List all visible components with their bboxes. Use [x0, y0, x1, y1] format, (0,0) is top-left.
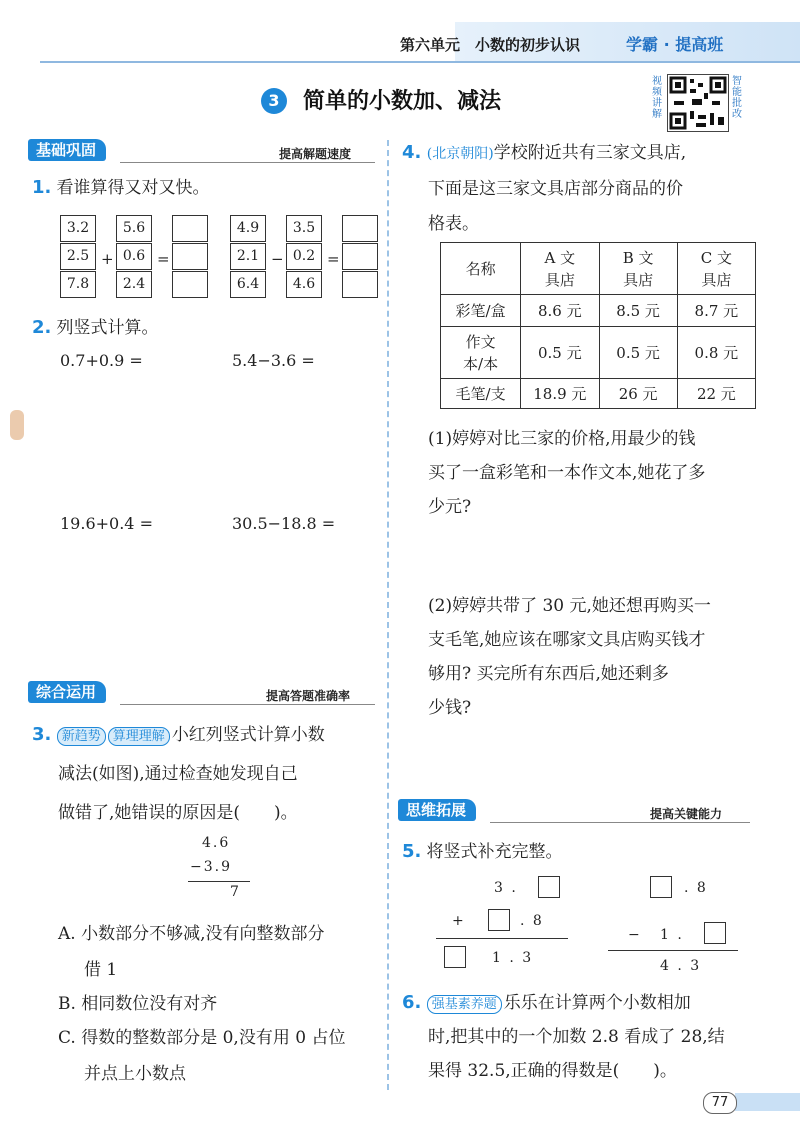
q3-option-c[interactable]: C. 得数的整数部分是 0,没有用 0 占位: [58, 1028, 346, 1048]
q2-item: 5.4−3.6 =: [232, 351, 315, 370]
q5-right-r2: 1 .: [660, 927, 684, 943]
q5-left-r2: . 8: [520, 913, 544, 929]
q5-left-r3: 1 . 3: [492, 950, 534, 966]
table-header-b: B 文 具店: [599, 243, 677, 295]
q5-left-blank[interactable]: [444, 946, 466, 968]
section-basic: [28, 140, 106, 160]
q5-right-blank[interactable]: [650, 876, 672, 898]
q6-line2: 时,把其中的一个加数 2.8 看成了 28,结: [428, 1027, 725, 1047]
table-cell: 0.8 元: [677, 327, 755, 379]
q1b-cell: 2.1: [230, 243, 266, 270]
table-cell: 8.6 元: [521, 295, 599, 327]
q6-line3: 果得 32.5,正确的得数是( )。: [428, 1061, 677, 1081]
question-2: [32, 312, 158, 345]
section-extension: [398, 800, 476, 820]
q1a-cell: 2.5: [60, 243, 96, 270]
q2-item: 30.5−18.8 =: [232, 514, 336, 533]
q1a-answer-cell[interactable]: [172, 215, 208, 242]
q4-part2-line2: 支毛笔,她应该在哪家文具店购买钱才: [428, 630, 706, 650]
q3-vertical-rule: [188, 881, 250, 882]
q1a-answer-cell[interactable]: [172, 271, 208, 298]
q4-number: 4.: [402, 142, 422, 163]
table-cell: 18.9 元: [521, 379, 599, 409]
q1a-cell: 3.2: [60, 215, 96, 242]
column-divider: [387, 140, 389, 1090]
q1b-equals: =: [327, 250, 340, 268]
q4-part2-line1: (2)婷婷共带了 30 元,她还想再购买一: [428, 596, 711, 616]
section-basic-line: [120, 162, 375, 163]
table-cell: 作文 本/本: [441, 327, 521, 379]
table-row: [441, 295, 756, 327]
table-cell: 毛笔/支: [441, 379, 521, 409]
q1a-cell: 7.8: [60, 271, 96, 298]
table-cell: 8.5 元: [599, 295, 677, 327]
brand-label: 学霸 · 提高班: [626, 35, 724, 54]
section-applied-line: [120, 704, 375, 705]
price-table: [440, 242, 756, 409]
table-header-a: A 文 具店: [521, 243, 599, 295]
q1b-cell: 0.2: [286, 243, 322, 270]
q5-right-rule: [608, 950, 738, 951]
section-basic-label: 基础巩固: [28, 139, 106, 161]
table-cell: 0.5 元: [521, 327, 599, 379]
q5-left-blank[interactable]: [488, 909, 510, 931]
q4-part2-line4: 少钱?: [428, 698, 472, 718]
q3-tag-reasoning: 算理理解: [108, 727, 170, 746]
q5-right-r3: 4 . 3: [660, 958, 702, 974]
q1b-minus: −: [271, 250, 284, 268]
table-cell: 8.7 元: [677, 295, 755, 327]
table-cell: 26 元: [599, 379, 677, 409]
q1-text: 看谁算得又对又快。: [56, 178, 210, 198]
q4-part2-line3: 够用? 买完所有东西后,她还剩多: [428, 664, 669, 684]
q3-option-a[interactable]: A. 小数部分不够减,没有向整数部分: [58, 924, 325, 944]
q3-option-b[interactable]: B. 相同数位没有对齐: [58, 994, 218, 1014]
q3-line2: 减法(如图),通过检查她发现自己: [58, 764, 298, 784]
table-cell: 0.5 元: [599, 327, 677, 379]
q5-left-blank[interactable]: [538, 876, 560, 898]
q1a-cell: 0.6: [116, 243, 152, 270]
q1b-answer-cell[interactable]: [342, 215, 378, 242]
q3-option-a-cont: 借 1: [84, 960, 118, 980]
q3-vertical-mid: −3.9: [190, 859, 232, 875]
q4-part1-line2: 买了一盒彩笔和一本作文本,她花了多: [428, 463, 706, 483]
q5-left-plus: +: [452, 913, 466, 929]
table-cell: 22 元: [677, 379, 755, 409]
q3-tag-trend: 新趋势: [57, 727, 106, 746]
q6-number: 6.: [402, 992, 422, 1013]
question-1: [32, 172, 209, 205]
table-header-row: [441, 243, 756, 295]
q1a-plus: +: [101, 250, 114, 268]
q3-vertical-top: 4.6: [202, 835, 231, 851]
table-header-name: 名称: [441, 243, 521, 295]
q5-left-r1: 3 .: [494, 880, 518, 896]
section-applied-label: 综合运用: [28, 681, 106, 703]
q4-line2: 下面是这三家文具店部分商品的价: [428, 179, 683, 199]
section-extension-line: [490, 822, 750, 823]
table-cell: 彩笔/盒: [441, 295, 521, 327]
q3-option-c-cont: 并点上小数点: [84, 1064, 186, 1084]
q2-item: 0.7+0.9 =: [60, 351, 143, 370]
table-row: [441, 327, 756, 379]
mascot-icon: [10, 410, 24, 440]
q1-number: 1.: [32, 177, 52, 198]
question-5: [402, 836, 562, 869]
page-number: 77: [703, 1092, 737, 1114]
lesson-title: 简单的小数加、减法: [303, 89, 502, 114]
q5-left-rule: [436, 938, 568, 939]
section-basic-note: 提高解题速度: [279, 147, 352, 161]
section-extension-note: 提高关键能力: [650, 807, 723, 821]
q1b-cell: 6.4: [230, 271, 266, 298]
q5-right-minus: −: [628, 927, 642, 943]
q6-line1: 乐乐在计算两个小数相加: [503, 993, 691, 1013]
question-4: [402, 136, 782, 241]
q1b-answer-cell[interactable]: [342, 243, 378, 270]
lesson-number-badge: 3: [261, 88, 287, 114]
q1b-answer-cell[interactable]: [342, 271, 378, 298]
section-applied: [28, 682, 106, 702]
q1b-cell: 4.9: [230, 215, 266, 242]
q4-part1-line1: (1)婷婷对比三家的价格,用最少的钱: [428, 429, 696, 449]
table-header-c: C 文 具店: [677, 243, 755, 295]
q1a-answer-cell[interactable]: [172, 243, 208, 270]
q5-number: 5.: [402, 841, 422, 862]
q1b-cell: 4.6: [286, 271, 322, 298]
q2-item: 19.6+0.4 =: [60, 514, 153, 533]
table-row: [441, 379, 756, 409]
q1a-equals: =: [157, 250, 170, 268]
q3-line3: 做错了,她错误的原因是( )。: [58, 803, 298, 823]
q6-tag: 强基素养题: [427, 995, 502, 1014]
q1b-cell: 3.5: [286, 215, 322, 242]
qr-left-label: 视频讲解: [652, 76, 662, 120]
qr-code-icon[interactable]: [667, 74, 729, 132]
q1a-cell: 2.4: [116, 271, 152, 298]
q3-number: 3.: [32, 724, 52, 745]
q2-number: 2.: [32, 317, 52, 338]
page-number-bar: [735, 1093, 800, 1111]
header-rule: [40, 61, 800, 63]
section-applied-note: 提高答题准确率: [266, 689, 351, 703]
qr-right-label: 智能批改: [732, 76, 742, 120]
q5-text: 将竖式补充完整。: [426, 842, 563, 862]
q5-right-r1: . 8: [684, 880, 708, 896]
q4-line3: 格表。: [428, 214, 479, 234]
q5-right-blank[interactable]: [704, 922, 726, 944]
section-extension-label: 思维拓展: [398, 799, 476, 821]
q4-part1-line3: 少元?: [428, 497, 472, 517]
q1a-cell: 5.6: [116, 215, 152, 242]
question-6: [402, 986, 782, 1088]
unit-title: 第六单元 小数的初步认识: [400, 36, 581, 54]
q4-source: (北京朝阳): [426, 146, 494, 162]
q4-line1: 学校附近共有三家文具店,: [493, 143, 687, 163]
question-3: [32, 718, 384, 830]
q3-vertical-result: 7: [230, 884, 241, 900]
q2-text: 列竖式计算。: [56, 318, 159, 338]
q3-line1: 小红列竖式计算小数: [171, 725, 325, 745]
